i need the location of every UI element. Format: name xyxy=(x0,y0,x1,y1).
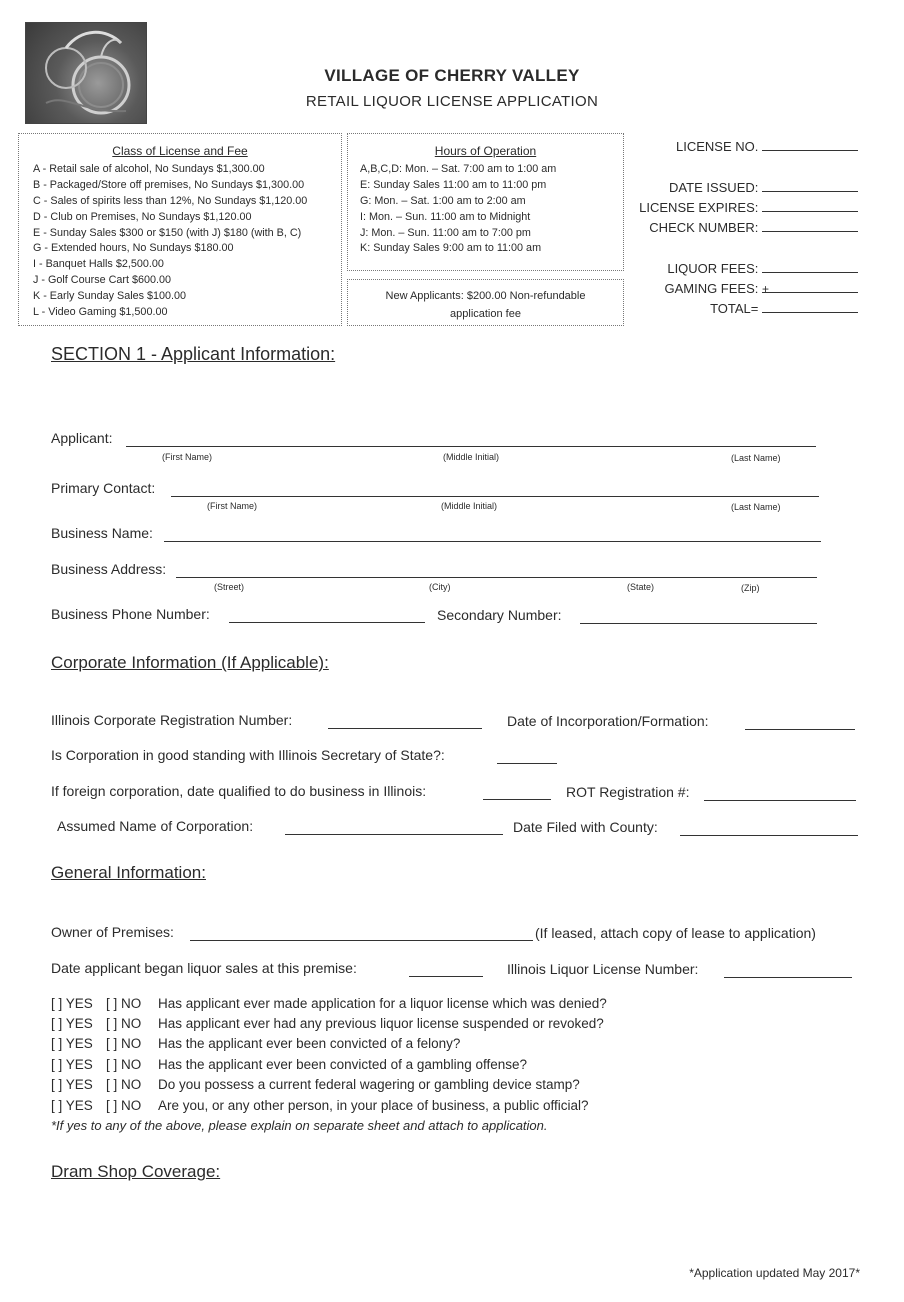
question-row xyxy=(51,1098,589,1113)
business-name-field[interactable] xyxy=(164,541,821,542)
rot-registration-field[interactable] xyxy=(704,800,856,801)
applicant-last-name-caption: (Last Name) xyxy=(731,453,781,463)
liquor-fees-field[interactable] xyxy=(762,259,858,273)
hours-item: K: Sunday Sales 9:00 am to 11:00 am xyxy=(360,242,542,255)
date-filed-field[interactable] xyxy=(680,835,858,836)
new-applicants-box xyxy=(347,279,624,326)
yes-checkbox[interactable]: [ ] YES xyxy=(51,1098,93,1113)
business-phone-field[interactable] xyxy=(229,622,425,623)
updated-note: *Application updated May 2017* xyxy=(689,1266,860,1280)
license-class-item: C - Sales of spirits less than 12%, No Sundays $1,120.00 xyxy=(33,194,308,207)
hours-item: A,B,C,D: Mon. – Sat. 7:00 am to 1:00 am xyxy=(360,162,557,175)
general-title: General Information: xyxy=(51,863,206,882)
primary-contact-field[interactable] xyxy=(171,496,819,497)
foreign-corp-field[interactable] xyxy=(483,799,551,800)
hours-item: E: Sunday Sales 11:00 am to 11:00 pm xyxy=(360,178,547,191)
license-class-item: I - Banquet Halls $2,500.00 xyxy=(33,258,164,271)
question-text: Has the applicant ever been convicted of a felony? xyxy=(158,1036,461,1051)
yes-checkbox[interactable]: [ ] YES xyxy=(51,996,93,1011)
dram-shop-title: Dram Shop Coverage: xyxy=(51,1162,221,1181)
total-row xyxy=(710,299,858,319)
license-no-field[interactable] xyxy=(762,137,858,151)
date-issued-field[interactable] xyxy=(762,178,858,192)
village-title: VILLAGE OF CHERRY VALLEY xyxy=(324,66,580,85)
license-class-item: G - Extended hours, No Sundays $180.00 xyxy=(33,242,234,255)
total-field[interactable] xyxy=(762,299,858,313)
new-applicants-line1: New Applicants: $200.00 Non-refundable xyxy=(385,290,586,302)
yes-checkbox[interactable]: [ ] YES xyxy=(51,1077,93,1092)
section1-title: SECTION 1 - Applicant Information: xyxy=(51,344,336,364)
liquor-license-number-field[interactable] xyxy=(724,977,852,978)
check-number-label: CHECK NUMBER: xyxy=(649,220,759,235)
hours-item: I: Mon. – Sun. 11:00 am to Midnight xyxy=(360,210,531,223)
secondary-number-label: Secondary Number: xyxy=(437,607,562,623)
license-class-item: L - Video Gaming $1,500.00 xyxy=(33,306,168,319)
license-no-label: LICENSE NO. xyxy=(676,139,759,154)
owner-premises-label: Owner of Premises: xyxy=(51,924,174,940)
yes-footnote: *If yes to any of the above, please explain on separate sheet and attach to application. xyxy=(51,1118,548,1133)
license-expires-row xyxy=(639,198,858,218)
good-standing-field[interactable] xyxy=(497,763,557,764)
question-row xyxy=(51,1077,580,1092)
question-row xyxy=(51,1016,604,1031)
contact-last-name-caption: (Last Name) xyxy=(731,502,781,512)
contact-middle-initial-caption: (Middle Initial) xyxy=(441,501,498,511)
state-caption: (State) xyxy=(627,582,655,592)
yes-checkbox[interactable]: [ ] YES xyxy=(51,1036,93,1051)
secondary-number-field[interactable] xyxy=(580,623,817,624)
license-class-item: K - Early Sunday Sales $100.00 xyxy=(33,290,187,303)
date-began-field[interactable] xyxy=(409,976,483,977)
hours-item: G: Mon. – Sat. 1:00 am to 2:00 am xyxy=(360,194,526,207)
business-address-field[interactable] xyxy=(176,577,817,578)
no-checkbox[interactable]: [ ] NO xyxy=(106,1036,142,1051)
license-expires-field[interactable] xyxy=(762,198,858,212)
registration-number-label: Illinois Corporate Registration Number: xyxy=(51,712,293,728)
new-applicants-line2: application fee xyxy=(450,308,521,320)
license-expires-label: LICENSE EXPIRES: xyxy=(639,200,759,215)
city-caption: (City) xyxy=(429,582,451,592)
no-checkbox[interactable]: [ ] NO xyxy=(106,1057,142,1072)
owner-premises-field[interactable] xyxy=(190,940,533,941)
rot-registration-label: ROT Registration #: xyxy=(566,784,690,800)
hours-heading: Hours of Operation xyxy=(434,144,537,158)
yes-checkbox[interactable]: [ ] YES xyxy=(51,1057,93,1072)
question-text: Has the applicant ever been convicted of a gambling offense? xyxy=(158,1057,527,1072)
question-text: Do you possess a current federal wagering or gambling device stamp? xyxy=(158,1077,580,1092)
form-title: RETAIL LIQUOR LICENSE APPLICATION xyxy=(305,93,599,110)
street-caption: (Street) xyxy=(214,582,245,592)
question-row xyxy=(51,1057,527,1072)
yes-checkbox[interactable]: [ ] YES xyxy=(51,1016,93,1031)
corporate-title: Corporate Information (If Applicable): xyxy=(51,653,329,672)
date-filed-label: Date Filed with County: xyxy=(513,819,658,835)
zip-caption: (Zip) xyxy=(741,583,760,593)
license-class-box xyxy=(18,133,342,326)
good-standing-label: Is Corporation in good standing with Illinois Secretary of State?: xyxy=(51,747,445,763)
no-checkbox[interactable]: [ ] NO xyxy=(106,1077,142,1092)
business-address-label: Business Address: xyxy=(51,561,167,577)
applicant-first-name-caption: (First Name) xyxy=(162,452,212,462)
date-issued-row xyxy=(669,178,858,198)
question-text: Has applicant ever had any previous liquor license suspended or revoked? xyxy=(158,1016,604,1031)
business-phone-label: Business Phone Number: xyxy=(51,606,210,622)
registration-number-field[interactable] xyxy=(328,728,482,729)
lease-note: (If leased, attach copy of lease to application) xyxy=(535,925,816,941)
license-class-item: J - Golf Course Cart $600.00 xyxy=(33,274,172,287)
check-number-row xyxy=(649,218,858,238)
date-incorporation-label: Date of Incorporation/Formation: xyxy=(507,713,709,729)
applicant-label: Applicant: xyxy=(51,430,113,446)
check-number-field[interactable] xyxy=(762,218,858,232)
business-name-label: Business Name: xyxy=(51,525,153,541)
date-issued-label: DATE ISSUED: xyxy=(669,180,759,195)
no-checkbox[interactable]: [ ] NO xyxy=(106,1016,142,1031)
license-class-item: D - Club on Premises, No Sundays $1,120.00 xyxy=(33,210,252,223)
license-class-item: A - Retail sale of alcohol, No Sundays $1,300.00 xyxy=(33,162,265,175)
gaming-fees-field[interactable] xyxy=(762,279,858,296)
applicant-field[interactable] xyxy=(126,446,816,447)
gaming-fees-row xyxy=(664,279,858,299)
question-text: Are you, or any other person, in your place of business, a public official? xyxy=(158,1098,589,1113)
plus-sign: + xyxy=(762,282,770,296)
total-label: TOTAL= xyxy=(710,301,759,316)
gaming-fees-label: GAMING FEES: xyxy=(664,281,759,296)
date-incorporation-field[interactable] xyxy=(745,729,855,730)
applicant-middle-initial-caption: (Middle Initial) xyxy=(443,452,500,462)
foreign-corp-label: If foreign corporation, date qualified to do business in Illinois: xyxy=(51,783,427,799)
license-class-heading: Class of License and Fee xyxy=(112,144,248,158)
date-began-label: Date applicant began liquor sales at this premise: xyxy=(51,960,357,976)
liquor-fees-row xyxy=(667,259,858,279)
no-checkbox[interactable]: [ ] NO xyxy=(106,1098,142,1113)
primary-contact-label: Primary Contact: xyxy=(51,480,156,496)
liquor-fees-label: LIQUOR FEES: xyxy=(667,261,759,276)
license-no-row xyxy=(676,137,858,157)
no-checkbox[interactable]: [ ] NO xyxy=(106,996,142,1011)
license-class-item: E - Sunday Sales $300 or $150 (with J) $180 (with B, C) xyxy=(33,226,302,239)
contact-first-name-caption: (First Name) xyxy=(207,501,257,511)
assumed-name-field[interactable] xyxy=(285,834,503,835)
hours-item: J: Mon. – Sun. 11:00 am to 7:00 pm xyxy=(360,226,531,239)
question-text: Has applicant ever made application for a liquor license which was denied? xyxy=(158,996,607,1011)
license-class-item: B - Packaged/Store off premises, No Sundays $1,300.00 xyxy=(33,178,305,191)
question-row xyxy=(51,1036,460,1051)
assumed-name-label: Assumed Name of Corporation: xyxy=(57,818,254,834)
question-row xyxy=(51,996,607,1011)
liquor-license-number-label: Illinois Liquor License Number: xyxy=(507,961,699,977)
hours-box xyxy=(347,133,624,271)
